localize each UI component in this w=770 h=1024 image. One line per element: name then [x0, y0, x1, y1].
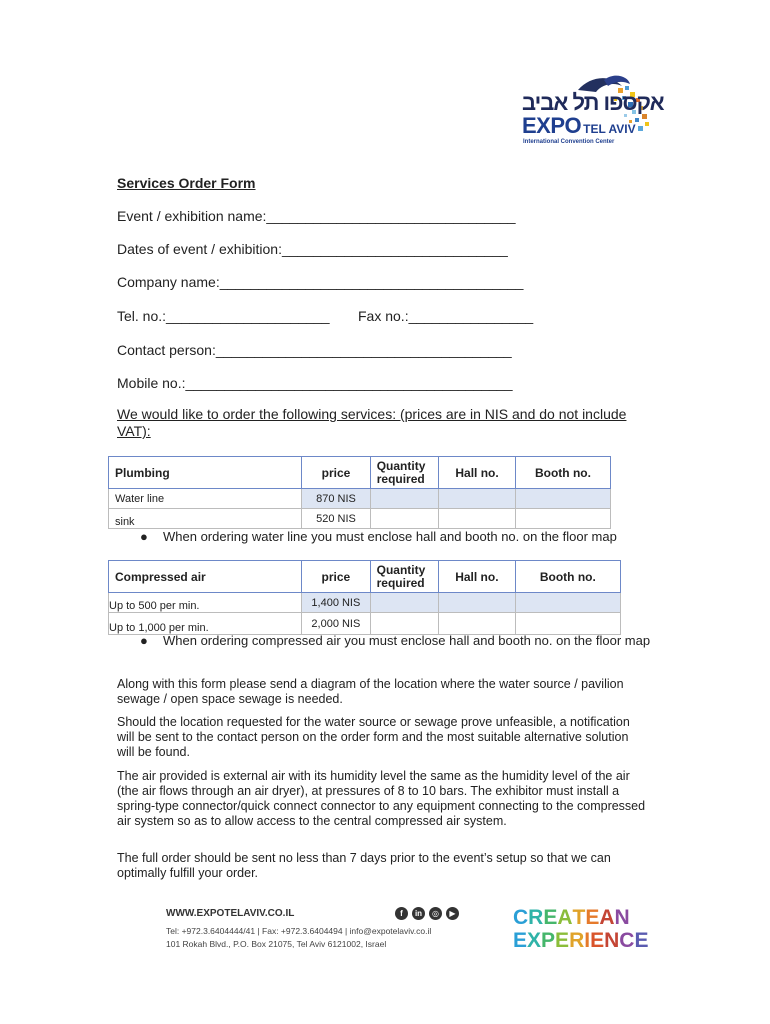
- hall-cell[interactable]: [439, 593, 516, 613]
- tel-field[interactable]: Tel. no.:_____________________: [117, 308, 330, 324]
- bullet-icon: ●: [140, 633, 148, 648]
- header-price: price: [302, 457, 371, 489]
- event-name-field[interactable]: Event / exhibition name:________________________________: [117, 208, 516, 224]
- mobile-field[interactable]: Mobile no.:__________________________________________: [117, 375, 513, 391]
- hall-cell[interactable]: [439, 509, 516, 529]
- logo-expo-text: [522, 113, 636, 139]
- paragraph-diagram: Along with this form please send a diagram of the location where the water source / pavilion sewage / open space sewage is needed.: [117, 677, 624, 706]
- footer-address: 101 Rokah Blvd., P.O. Box 21075, Tel Aviv 6121002, Israel: [166, 939, 387, 949]
- instagram-icon[interactable]: ◎: [429, 907, 442, 920]
- table-row: [109, 593, 621, 613]
- footer-contact: Tel: +972.3.6404444/41 | Fax: +972.3.6404494 | info@expotelaviv.co.il: [166, 926, 432, 936]
- company-name-field[interactable]: Company name:_______________________________________: [117, 274, 524, 290]
- paragraph-feasibility: Should the location requested for the water source or sewage prove unfeasible, a notification will be sent to the contact person on the order form and the most suitable alternative solution will be found.: [117, 715, 630, 759]
- form-title: Services Order Form: [117, 175, 256, 191]
- item-name: Up to 500 per min.: [109, 593, 302, 613]
- table-header-row: [109, 457, 611, 489]
- paragraph-deadline: The full order should be sent no less than 7 days prior to the event’s setup so that we can optimally fulfill your order.: [117, 851, 611, 880]
- slogan-create-an: CREATEAN: [513, 906, 630, 929]
- header-booth: Booth no.: [515, 457, 610, 489]
- quantity-cell[interactable]: [370, 509, 439, 529]
- event-dates-field[interactable]: Dates of event / exhibition:_____________________________: [117, 241, 508, 257]
- booth-cell[interactable]: [515, 593, 620, 613]
- header-quantity: Quantity required: [370, 457, 439, 489]
- table-row: [109, 489, 611, 509]
- item-price: 1,400 NIS: [302, 593, 370, 613]
- bullet-icon: ●: [140, 529, 148, 544]
- youtube-icon[interactable]: ▶: [446, 907, 459, 920]
- booth-cell[interactable]: [515, 489, 610, 509]
- paragraph-air: The air provided is external air with its humidity level the same as the humidity level of the air (the air flows through an air dryer), at pressures of 8 to 10 bars. The exhibitor must install a spring-type connector/quick connect connector to any equipment connecting to the compressed air system so as to allow access to the central compressed air system.: [117, 769, 646, 828]
- header-hall: Hall no.: [439, 561, 516, 593]
- fax-field[interactable]: Fax no.:________________: [358, 308, 534, 324]
- header-compressed-air: Compressed air: [109, 561, 302, 593]
- air-note-text: When ordering compressed air you must enclose hall and booth no. on the floor map: [163, 633, 651, 648]
- item-name: sink: [109, 509, 302, 529]
- header-booth: Booth no.: [515, 561, 620, 593]
- logo-tel-aviv: TEL AVIV: [583, 122, 636, 136]
- slogan-experience: EXPERIENCE: [513, 929, 649, 952]
- slogan-line-2: [513, 930, 648, 952]
- item-price: 870 NIS: [302, 489, 371, 509]
- linkedin-icon[interactable]: in: [412, 907, 425, 920]
- quantity-cell[interactable]: [370, 593, 438, 613]
- plumbing-note: [140, 529, 650, 545]
- header-plumbing: Plumbing: [109, 457, 302, 489]
- booth-cell[interactable]: [515, 613, 620, 635]
- table-row: [109, 509, 611, 529]
- table-row: [109, 613, 621, 635]
- header-quantity: Quantity required: [370, 561, 438, 593]
- logo-subtitle: International Convention Center: [523, 139, 615, 145]
- header-price: price: [302, 561, 370, 593]
- booth-cell[interactable]: [515, 509, 610, 529]
- slogan-line-1: [513, 907, 630, 929]
- item-price: 2,000 NIS: [302, 613, 370, 635]
- item-name: Up to 1,000 per min.: [109, 613, 302, 635]
- quantity-cell[interactable]: [370, 489, 439, 509]
- air-note: [140, 633, 650, 665]
- contact-person-field[interactable]: Contact person:______________________________________: [117, 342, 512, 358]
- logo-expo-word: EXPO: [522, 113, 582, 138]
- hall-cell[interactable]: [439, 613, 516, 635]
- facebook-icon[interactable]: f: [395, 907, 408, 920]
- order-intro: We would like to order the following services: (prices are in NIS and do not include VAT):: [117, 406, 627, 439]
- item-name: Water line: [109, 489, 302, 509]
- hall-cell[interactable]: [439, 489, 516, 509]
- compressed-air-table: [108, 560, 621, 635]
- item-price: 520 NIS: [302, 509, 371, 529]
- footer-website[interactable]: WWW.EXPOTELAVIV.CO.IL: [166, 908, 295, 919]
- quantity-cell[interactable]: [370, 613, 438, 635]
- table-header-row: [109, 561, 621, 593]
- logo-hebrew-text: אקספו תל אביב: [522, 90, 664, 115]
- header-hall: Hall no.: [439, 457, 516, 489]
- plumbing-table: [108, 456, 611, 529]
- plumbing-note-text: When ordering water line you must enclose hall and booth no. on the floor map: [163, 529, 617, 544]
